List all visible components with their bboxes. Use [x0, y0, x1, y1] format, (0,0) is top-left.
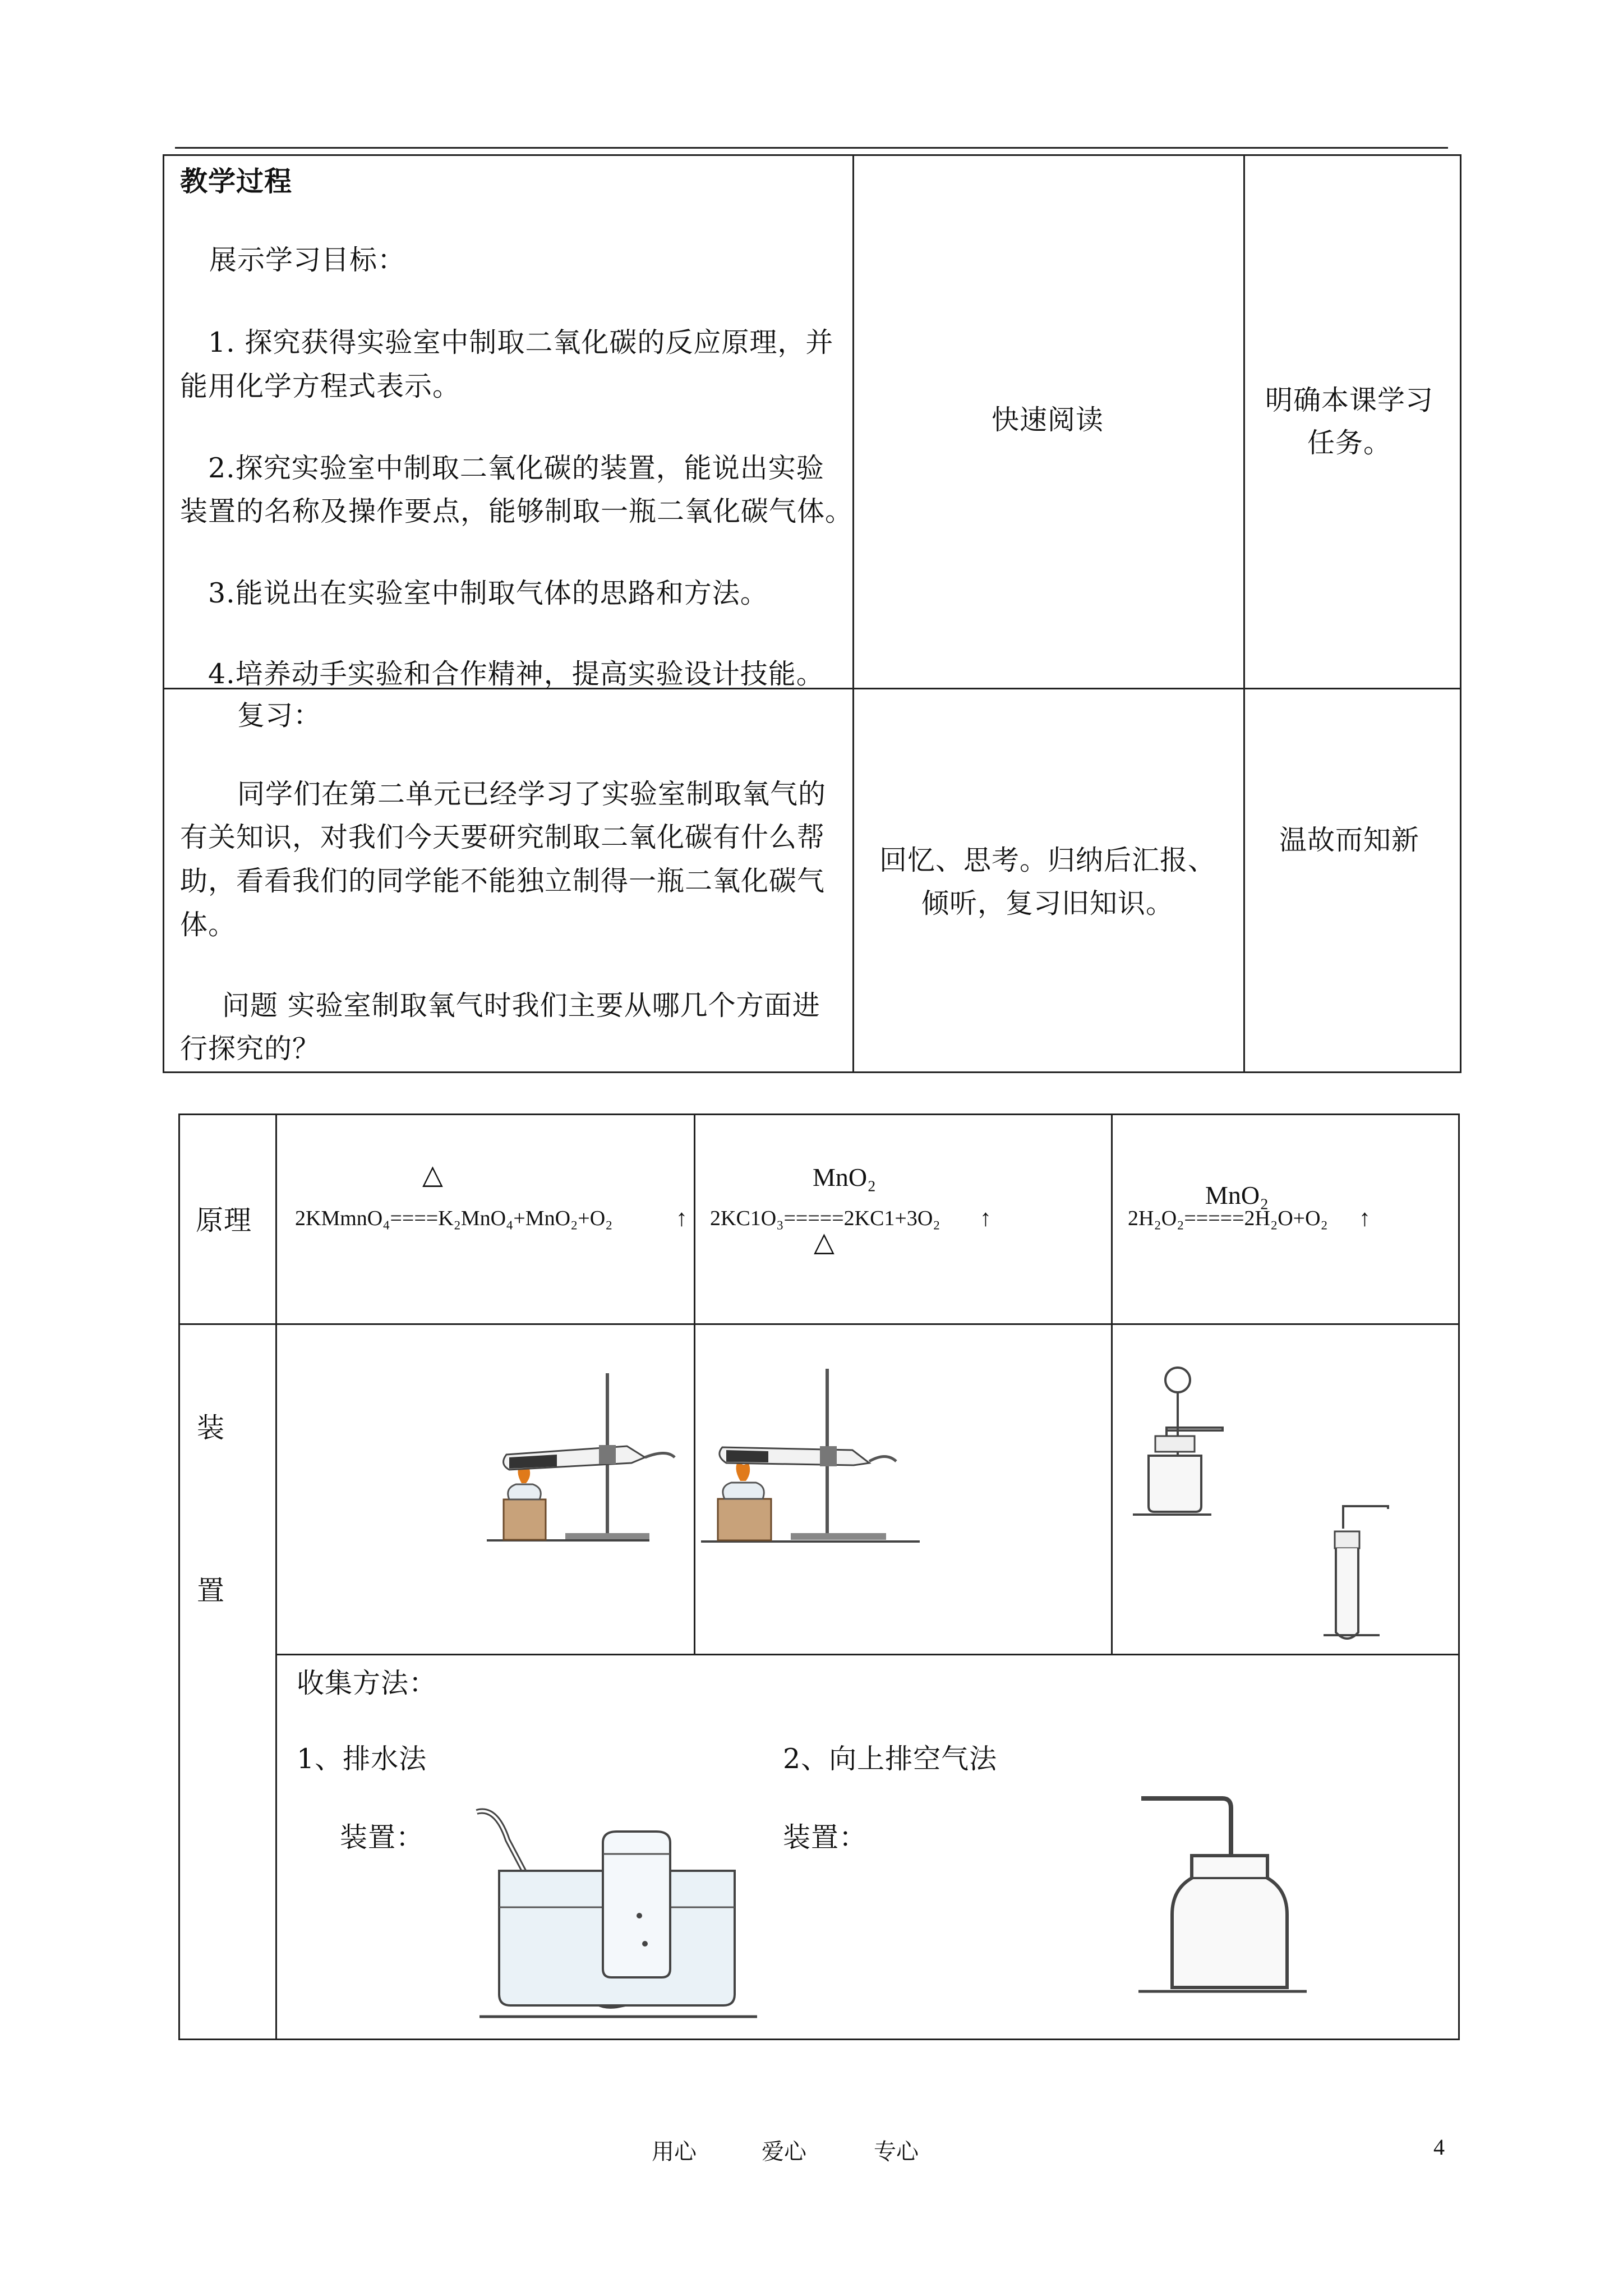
- catalyst-mno2-2: MnO₂: [1205, 1181, 1269, 1209]
- catalyst-mno2-1: MnO₂: [813, 1163, 877, 1191]
- lesson-process-table: [163, 154, 1461, 1073]
- upward-air-displacement-illustration: [1138, 1794, 1307, 2013]
- footer-word-1: 用心: [652, 2139, 697, 2165]
- gas-arrow-1: ↑: [676, 1205, 688, 1231]
- heating-apparatus-illustration-1: [487, 1373, 700, 1564]
- design-intent-2: 温故而知新: [1279, 824, 1419, 856]
- review-question-line-2: 行探究的？: [180, 1033, 321, 1065]
- equation-kmno4: 2KMmnO₄====K₂MnO₄+MnO₂+O₂: [295, 1207, 613, 1230]
- student-activity-2-line-2: 倾听，复习旧知识。: [921, 887, 1174, 919]
- goal-3: 3.能说出在实验室中制取气体的思路和方法。: [208, 577, 768, 609]
- equation-kclo3: 2KC1O₃=====2KC1+3O₂: [710, 1207, 940, 1230]
- goal-4: 4.培养动手实验和合作精神，提高实验设计技能。: [208, 658, 824, 690]
- column-divider: [275, 1115, 277, 2039]
- apparatus-label-top: 装: [197, 1412, 225, 1444]
- column-divider: [1243, 156, 1245, 1071]
- footer-word-2: 爱心: [762, 2139, 806, 2165]
- method-water-displacement: 1、排水法: [297, 1743, 427, 1775]
- heating-apparatus-illustration-2: [701, 1369, 920, 1559]
- footer-word-3: 专心: [874, 2139, 919, 2165]
- device-label-1: 装置：: [340, 1821, 425, 1853]
- review-heading: 复习：: [237, 700, 322, 731]
- review-paragraph-line-4: 体。: [180, 909, 237, 941]
- goal-1-line-2: 能用化学方程式表示。: [180, 370, 461, 402]
- water-displacement-illustration: [477, 1809, 780, 2050]
- row-divider: [180, 1323, 1458, 1325]
- header-rule: [175, 147, 1448, 149]
- review-paragraph-line-1: 同学们在第二单元已经学习了实验室制取氧气的: [237, 778, 827, 810]
- heating-symbol: △: [422, 1159, 443, 1190]
- page-number: 4: [1433, 2134, 1445, 2160]
- review-paragraph-line-3: 助，看看我们的同学能不能独立制得一瓶二氧化碳气: [180, 865, 826, 897]
- review-question-line-1: 问题 实验室制取氧气时我们主要从哪几个方面进: [222, 990, 820, 1022]
- design-intent-1-line-1: 明确本课学习: [1265, 384, 1434, 416]
- gas-arrow-2: ↑: [980, 1205, 992, 1231]
- student-activity-1: 快速阅读: [992, 404, 1104, 436]
- principle-label: 原理: [196, 1204, 252, 1236]
- goal-1-line-1: 1. 探究获得实验室中制取二氧化碳的反应原理，并: [208, 326, 834, 358]
- goal-2-line-2: 装置的名称及操作要点，能够制取一瓶二氧化碳气体。: [180, 495, 854, 527]
- equation-h2o2: 2H₂O₂=====2H₂O+O₂: [1128, 1207, 1328, 1230]
- review-paragraph-line-2: 有关知识，对我们今天要研究制取二氧化碳有什么帮: [180, 821, 826, 853]
- heating-symbol: △: [814, 1226, 834, 1258]
- column-divider: [852, 156, 854, 1071]
- design-intent-1-line-2: 任务。: [1307, 427, 1391, 459]
- section-heading: 教学过程: [180, 165, 293, 197]
- student-activity-2-line-1: 回忆、思考。归纳后汇报、: [879, 844, 1216, 876]
- collection-title: 收集方法：: [297, 1667, 437, 1699]
- device-label-2: 装置：: [783, 1821, 868, 1853]
- goal-2-line-1: 2.探究实验室中制取二氧化碳的装置，能说出实验: [208, 452, 824, 484]
- peroxide-apparatus-illustration: [1133, 1358, 1413, 1672]
- goals-intro: 展示学习目标：: [209, 244, 406, 276]
- method-upward-air-displacement: 2、向上排空气法: [783, 1743, 998, 1775]
- gas-arrow-3: ↑: [1359, 1205, 1371, 1231]
- apparatus-label-bottom: 置: [197, 1575, 225, 1607]
- column-divider: [1111, 1115, 1113, 1654]
